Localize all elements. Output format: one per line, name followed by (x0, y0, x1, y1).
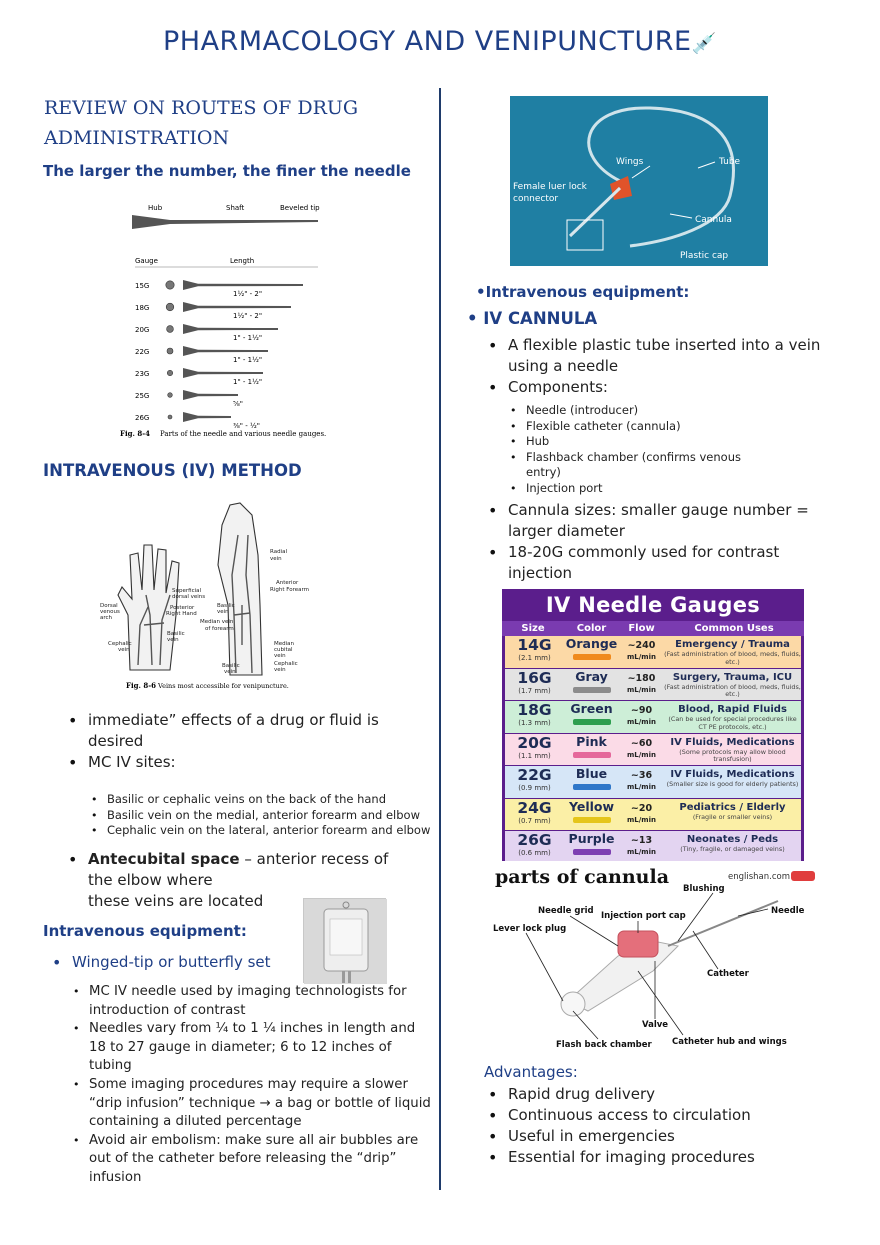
row-color-cell (564, 701, 619, 733)
length-header: Length (230, 257, 255, 265)
component-item: • Needle (introducer) (508, 403, 748, 419)
label-dorsal-venous: Dorsal (100, 603, 118, 609)
antecubital-term: Antecubital space (88, 850, 240, 868)
row-mm: (0.9 mm) (518, 784, 551, 792)
iv-bag-illustration (304, 899, 387, 984)
label-catheter: Catheter (707, 969, 749, 979)
label-cubital: cubital (274, 647, 293, 653)
row-note: (Fast administration of blood, meds, fluids, etc.) (664, 650, 801, 666)
row-mm: (1.3 mm) (518, 719, 551, 727)
gauge-dot (166, 303, 174, 311)
gauge-table-row (505, 766, 801, 798)
row-use-cell (664, 734, 801, 766)
label-basilic-1: Basilic (217, 603, 235, 609)
winged-bullet: • Needles vary from ¼ to 1 ¼ inches in length and 18 to 27 gauge in diameter; 6 to 12 inches of tubing (71, 1020, 433, 1076)
veins-figure (100, 495, 315, 695)
row-use-cell (664, 831, 801, 863)
row-flow-cell (619, 766, 664, 798)
bullet-mc-iv-sites: • MC IV sites: (66, 752, 406, 773)
label-cannula: Cannula (695, 215, 732, 225)
row-color-name: Yellow (568, 798, 615, 814)
fig-caption-84: Parts of the needle and various needle gauges. (160, 430, 327, 438)
gauge-dot (167, 370, 172, 375)
iv-sites-list (89, 792, 434, 839)
label-median-vein: Median vein (200, 619, 234, 625)
gauge-dot (168, 415, 172, 419)
winged-bullet: • Avoid air embolism: make sure all air bubbles are out of the catheter before releasing the “drip” infusion (71, 1132, 433, 1188)
row-color-cell (564, 734, 619, 766)
gauge-table-row (505, 734, 801, 766)
row-use: Surgery, Trauma, ICU (672, 671, 793, 683)
cannula-parts-title: parts of cannula (495, 866, 670, 888)
row-flow-cell (619, 831, 664, 863)
label-right-hand: Right Hand (166, 611, 197, 617)
row-flow: ~13 (630, 835, 653, 846)
label-needle: Needle (771, 906, 805, 916)
row-flow-unit: mL/min (627, 815, 656, 824)
site-item: • Basilic or cephalic veins on the back of the hand (89, 792, 434, 808)
header-color: Color (576, 623, 607, 634)
antecubital-line3: these veins are located (88, 892, 264, 910)
row-flow-unit: mL/min (627, 653, 656, 661)
gauge-dot (166, 281, 174, 289)
needle-diagram-shape (132, 215, 318, 229)
label-basilic-1b: vein (217, 609, 229, 615)
label-superficial: Superficial (172, 588, 202, 594)
row-flow-unit: mL/min (627, 750, 656, 759)
gauge-label: 15G (135, 282, 150, 290)
part-label-shaft: Shaft (226, 204, 245, 212)
row-size-cell (505, 701, 564, 733)
right-equip-heading: •Intravenous equipment: (476, 283, 690, 301)
label-cephalic-1: Cephalic (108, 641, 132, 647)
gauge-length: 1" - 1½" (233, 356, 263, 364)
label-cephalic-2: Cephalic (274, 661, 298, 667)
row-size: 16G (517, 668, 552, 687)
needle-color-swatch-icon (573, 849, 611, 855)
advantages-heading: Advantages: (484, 1063, 578, 1081)
row-use: Neonates / Peds (686, 834, 779, 845)
row-size: 26G (517, 831, 552, 849)
advantage-item: • Essential for imaging procedures (486, 1147, 816, 1168)
veins-illustration (100, 495, 315, 695)
header-flow: Flow (628, 623, 655, 634)
row-use: IV Fluids, Medications (670, 769, 795, 780)
row-mm: (0.7 mm) (518, 816, 551, 825)
label-wings: Wings (616, 157, 644, 167)
row-color-name: Green (570, 701, 613, 716)
row-use: IV Fluids, Medications (670, 736, 795, 748)
gauge-label: 25G (135, 392, 150, 400)
antecubital-def1: – anterior recess of (239, 850, 389, 868)
iv-method-bullets (66, 710, 406, 773)
row-size-cell (505, 734, 564, 766)
gauge-needle (183, 368, 263, 378)
gauge-length: 1" - 1½" (233, 378, 263, 386)
forearm-outline (218, 503, 262, 675)
cannula-bullet: • Components: (486, 377, 831, 398)
gauge-table-row (505, 831, 801, 863)
gauge-label: 22G (135, 348, 150, 356)
fig-caption-86: Veins most accessible for venipuncture. (158, 682, 289, 690)
label-cubital-vein: vein (274, 653, 286, 659)
label-cephalic-1b: vein (118, 647, 130, 653)
gauge-dot (167, 348, 173, 354)
row-flow-cell (619, 734, 664, 766)
fig-label-84: Fig. 8-4 (120, 429, 151, 438)
label-cephalic-2b: vein (274, 667, 286, 673)
page-title-text: PHARMACOLOGY AND VENIPUNCTURE (162, 26, 692, 57)
winged-item: • Winged-tip or butterfly set (50, 953, 350, 971)
label-venous: venous (100, 609, 120, 615)
cannula-parts-illustration (478, 861, 828, 1056)
row-color-cell (564, 831, 619, 863)
gauge-table-row (505, 701, 801, 733)
gauge-needle (183, 280, 303, 290)
label-radial-vein-2: vein (270, 556, 282, 562)
row-flow-cell (619, 701, 664, 733)
needle-shape (668, 901, 778, 946)
row-size-cell (505, 799, 564, 831)
iv-needle-gauges-table (502, 589, 804, 861)
gauge-needle (183, 390, 238, 400)
advantage-item: • Useful in emergencies (486, 1126, 816, 1147)
row-mm: (0.6 mm) (518, 849, 551, 857)
label-plastic-cap: Plastic cap (680, 251, 729, 261)
row-flow-cell (619, 636, 664, 668)
antecubital-line1 (66, 849, 396, 870)
gauge-table-row (505, 636, 801, 668)
advantage-item: • Continuous access to circulation (486, 1105, 816, 1126)
gauge-needle (183, 412, 231, 422)
bullet-immediate: • immediate” effects of a drug or fluid is desired (66, 710, 406, 752)
review-heading-line1: REVIEW ON ROUTES OF DRUG (44, 97, 359, 119)
needle-color-swatch-icon (573, 687, 611, 693)
label-flash-back-chamber: Flash back chamber (556, 1040, 652, 1050)
row-color-name: Pink (576, 733, 607, 749)
gauge-needle (183, 324, 278, 334)
component-item: • Flexible catheter (cannula) (508, 419, 748, 435)
label-radial-vein: Radial (270, 549, 287, 555)
row-flow: ~240 (627, 640, 656, 651)
gauge-length: ⅝" (233, 400, 244, 408)
fig-label-86: Fig. 8-6 (126, 681, 157, 690)
row-use-cell (664, 766, 801, 798)
row-use-cell (664, 701, 801, 733)
butterfly-set-illustration (510, 96, 768, 266)
row-color-name: Purple (568, 831, 615, 846)
gauge-header: Gauge (135, 257, 158, 265)
row-size: 22G (517, 766, 552, 784)
gauge-length: 1½" - 2" (233, 312, 263, 320)
needle-gauge-illustration (118, 195, 343, 445)
label-dorsal-veins: dorsal veins (172, 594, 206, 600)
row-color-cell (564, 799, 619, 831)
label-female-luer: Female luer lock (513, 182, 587, 192)
gauge-label: 26G (135, 414, 150, 422)
page-title (0, 26, 880, 57)
row-size-cell (505, 636, 564, 668)
cannula-bullet: • Cannula sizes: smaller gauge number = larger diameter (486, 500, 831, 542)
column-divider (439, 88, 441, 1190)
gauge-label: 20G (135, 326, 150, 334)
row-color-cell (564, 766, 619, 798)
component-item: • Injection port (508, 481, 748, 497)
component-item: • Hub (508, 434, 748, 450)
gauge-needle (183, 346, 268, 356)
advantages-list (486, 1084, 816, 1168)
row-note: (Some protocols may allow blood transfusion) (679, 747, 786, 763)
row-note: (Tiny, fragile, or damaged veins) (680, 845, 785, 853)
label-basilic-3b: vein (224, 669, 236, 675)
label-lever-lock-plug: Lever lock plug (493, 924, 567, 934)
row-flow-unit: mL/min (627, 783, 656, 791)
row-use: Emergency / Trauma (675, 639, 790, 650)
antecubital-line2: the elbow where (88, 871, 213, 889)
winged-bullet: • Some imaging procedures may require a slower “drip infusion” technique → a bag or bottle of liquid containing a diluted percentage (71, 1076, 433, 1132)
row-note: (Fragile or smaller veins) (692, 812, 773, 821)
row-color-cell (564, 636, 619, 668)
row-flow-cell (619, 799, 664, 831)
cannula-bullets-b (486, 500, 831, 584)
row-size-cell (505, 766, 564, 798)
row-mm: (1.1 mm) (518, 751, 551, 760)
label-catheter-hub-wings: Catheter hub and wings (672, 1037, 787, 1047)
row-note: (Smaller size is good for elderly patients) (666, 780, 799, 788)
row-size: 24G (517, 798, 552, 817)
row-flow: ~20 (630, 802, 653, 814)
part-label-hub: Hub (148, 204, 163, 212)
needle-note: The larger the number, the finer the needle (43, 162, 411, 180)
row-color-name: Gray (575, 668, 608, 684)
part-label-bevel: Beveled tip (280, 204, 320, 212)
iv-method-heading: INTRAVENOUS (IV) METHOD (43, 461, 302, 480)
row-color-name: Blue (575, 766, 608, 781)
gauges-table-header (502, 621, 804, 636)
row-flow-unit: mL/min (627, 848, 656, 856)
row-size: 18G (517, 701, 552, 719)
row-flow-unit: mL/min (627, 718, 656, 726)
gauge-length: ⅜" - ½" (233, 422, 260, 430)
row-size: 20G (517, 733, 552, 752)
syringe-icon: 💉 (691, 31, 717, 55)
gauge-length: 1½" - 2" (233, 290, 263, 298)
row-color-name: Orange (565, 636, 618, 651)
label-right-forearm: Right Forearm (270, 587, 309, 593)
left-equip-heading: Intravenous equipment: (43, 922, 247, 940)
label-valve: Valve (642, 1020, 669, 1030)
label-blushing: Blushing (683, 884, 725, 894)
needle-color-swatch-icon (573, 784, 611, 790)
needle-color-swatch-icon (573, 817, 611, 823)
review-heading-line2: ADMINISTRATION (44, 127, 230, 149)
gauges-table-rows (502, 636, 804, 863)
review-heading (44, 93, 434, 153)
advantage-item: • Rapid drug delivery (486, 1084, 816, 1105)
row-size-cell (505, 669, 564, 701)
gauge-needle (183, 302, 291, 312)
label-basilic-2b: vein (167, 637, 179, 643)
gauge-dot (167, 326, 174, 333)
site-item: • Basilic vein on the medial, anterior forearm and elbow (89, 808, 434, 824)
label-median-cubital: Median (274, 641, 295, 647)
label-needle-grid: Needle grid (538, 906, 594, 916)
row-flow: ~90 (630, 705, 653, 716)
row-use: Blood, Rapid Fluids (678, 704, 787, 715)
cannula-bullets (486, 335, 831, 398)
label-arch: arch (100, 615, 113, 621)
gauge-dot (168, 393, 173, 398)
gauge-table-row (505, 669, 801, 701)
iv-cannula-heading: • IV CANNULA (467, 309, 598, 328)
needle-color-swatch-icon (573, 752, 611, 758)
row-flow-unit: mL/min (627, 685, 656, 694)
label-posterior: Posterior (170, 605, 195, 611)
label-anterior: Anterior (276, 580, 299, 586)
gauge-label: 23G (135, 370, 150, 378)
winged-bullets (71, 983, 433, 1188)
row-use: Pediatrics / Elderly (679, 801, 786, 813)
needle-gauge-figure (118, 195, 343, 445)
row-mm: (1.7 mm) (518, 686, 551, 695)
row-use-cell (664, 799, 801, 831)
row-note: (Can be used for special procedures like CT PE protocols, etc.) (668, 715, 797, 731)
gauge-length: 1" - 1½" (233, 334, 263, 342)
row-size-cell (505, 831, 564, 863)
parts-of-cannula-figure (478, 861, 828, 1056)
header-common-uses: Common Uses (694, 623, 774, 634)
injection-port-shape (618, 931, 658, 957)
winged-bullet: • MC IV needle used by imaging technologists for introduction of contrast (71, 983, 433, 1020)
winged-list (50, 953, 350, 971)
row-mm: (2.1 mm) (518, 654, 551, 662)
label-basilic-2: Basilic (167, 631, 185, 637)
gauges-table-title: IV Needle Gauges (545, 593, 761, 617)
needle-color-swatch-icon (573, 719, 611, 725)
gauge-table-row (505, 799, 801, 831)
label-connector: connector (513, 194, 559, 204)
row-flow: ~180 (627, 672, 656, 684)
header-size: Size (521, 623, 545, 634)
butterfly-set-photo (510, 96, 768, 266)
label-of-forearm: of forearm (205, 626, 234, 632)
row-color-cell (564, 669, 619, 701)
cannula-bullet: • 18-20G commonly used for contrast injection (486, 542, 831, 584)
components-list (508, 403, 748, 496)
row-flow-cell (619, 669, 664, 701)
component-item: • Flashback chamber (confirms venous entry) (508, 450, 748, 481)
source-site: englishan.com (728, 872, 791, 882)
needle-color-swatch-icon (573, 654, 611, 660)
row-use-cell (664, 669, 801, 701)
gauge-label: 18G (135, 304, 150, 312)
row-flow: ~36 (630, 770, 653, 781)
label-basilic-3: Basilic (222, 663, 240, 669)
row-use-cell (664, 636, 801, 668)
row-size: 14G (517, 636, 552, 654)
row-flow: ~60 (630, 737, 653, 749)
label-injection-port-cap: Injection port cap (601, 911, 686, 921)
row-note: (Fast administration of blood, meds, fluids, etc.) (664, 682, 801, 698)
site-item: • Cephalic vein on the lateral, anterior forearm and elbow (89, 823, 434, 839)
label-tube: Tube (719, 157, 741, 167)
cannula-bullet: • A flexible plastic tube inserted into a vein using a needle (486, 335, 831, 377)
gauge-rows (135, 280, 303, 430)
